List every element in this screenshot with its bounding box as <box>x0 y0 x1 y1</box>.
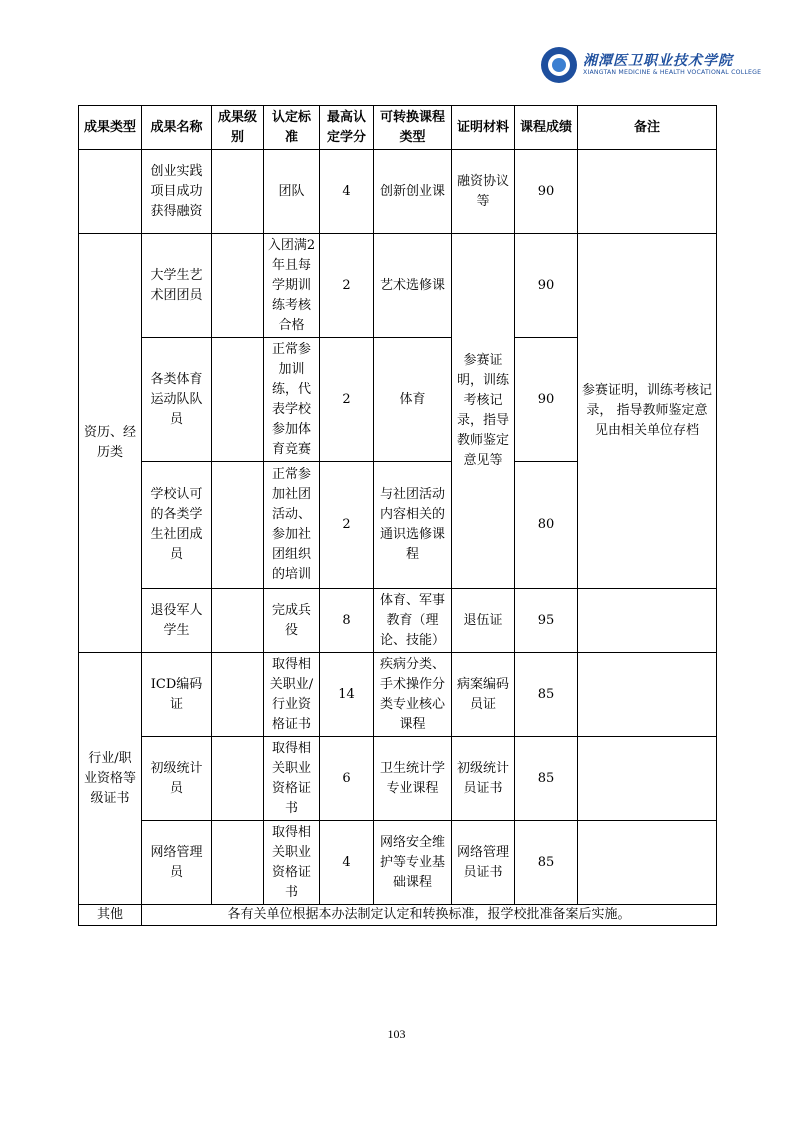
level-cell <box>212 234 264 338</box>
level-cell <box>212 589 264 653</box>
proof-cell: 退伍证 <box>452 589 515 653</box>
grade-cell: 85 <box>515 653 578 737</box>
proof-merged-cell: 参赛证明，训练考核记录，指导教师鉴定意见等 <box>452 234 515 589</box>
grade-cell: 85 <box>515 821 578 905</box>
course-cell: 与社团活动内容相关的通识选修课程 <box>374 462 452 589</box>
other-text: 各有关单位根据本办法制定认定和转换标准，报学校批准备案后实施。 <box>142 905 717 926</box>
grade-cell: 80 <box>515 462 578 589</box>
remark-cell <box>578 150 717 234</box>
name-cell: 各类体育运动队队员 <box>142 338 212 462</box>
level-cell <box>212 338 264 462</box>
course-cell: 卫生统计学专业课程 <box>374 737 452 821</box>
proof-cell: 融资协议等 <box>452 150 515 234</box>
grade-cell: 85 <box>515 737 578 821</box>
name-cell: 退役军人学生 <box>142 589 212 653</box>
credit-cell: 2 <box>320 462 374 589</box>
logo-english-name: XIANGTAN MEDICINE & HEALTH VOCATIONAL COLLEGE <box>583 69 762 77</box>
level-cell <box>212 150 264 234</box>
credit-cell: 4 <box>320 821 374 905</box>
table-row <box>79 589 717 653</box>
other-row <box>79 905 717 926</box>
credit-conversion-table <box>78 105 717 926</box>
level-cell <box>212 653 264 737</box>
header-level: 成果级别 <box>212 106 264 150</box>
grade-cell: 90 <box>515 150 578 234</box>
logo-chinese-name: 湘潭医卫职业技术学院 <box>583 53 733 70</box>
credit-cell: 2 <box>320 338 374 462</box>
header-name: 成果名称 <box>142 106 212 150</box>
grade-cell: 90 <box>515 234 578 338</box>
course-cell: 创新创业课 <box>374 150 452 234</box>
level-cell <box>212 462 264 589</box>
course-cell: 体育 <box>374 338 452 462</box>
credit-cell: 8 <box>320 589 374 653</box>
standard-cell: 取得相关职业资格证书 <box>264 737 320 821</box>
header-row <box>79 106 717 150</box>
standard-cell: 取得相关职业/行业资格证书 <box>264 653 320 737</box>
table-row <box>79 653 717 737</box>
header-proof: 证明材料 <box>452 106 515 150</box>
proof-cell: 网络管理员证书 <box>452 821 515 905</box>
college-emblem-icon <box>541 47 577 83</box>
table-row <box>79 150 717 234</box>
course-cell: 艺术选修课 <box>374 234 452 338</box>
name-cell: 网络管理员 <box>142 821 212 905</box>
grade-cell: 95 <box>515 589 578 653</box>
standard-cell: 取得相关职业资格证书 <box>264 821 320 905</box>
standard-cell: 正常参加社团活动、参加社团组织的培训 <box>264 462 320 589</box>
course-cell: 体育、军事教育（理论、技能） <box>374 589 452 653</box>
name-cell: 大学生艺术团团员 <box>142 234 212 338</box>
header-standard: 认定标准 <box>264 106 320 150</box>
header-grade: 课程成绩 <box>515 106 578 150</box>
name-cell: 创业实践项目成功获得融资 <box>142 150 212 234</box>
page-number: 103 <box>387 1027 406 1041</box>
college-logo <box>541 46 761 84</box>
standard-cell: 完成兵役 <box>264 589 320 653</box>
level-cell <box>212 737 264 821</box>
table-row <box>79 234 717 338</box>
type-cert-cell: 行业/职业资格等级证书 <box>79 653 142 905</box>
credit-cell: 6 <box>320 737 374 821</box>
remark-cell <box>578 737 717 821</box>
name-cell: ICD编码证 <box>142 653 212 737</box>
proof-cell: 病案编码员证 <box>452 653 515 737</box>
proof-cell: 初级统计员证书 <box>452 737 515 821</box>
header-course-type: 可转换课程类型 <box>374 106 452 150</box>
remark-cell <box>578 821 717 905</box>
grade-cell: 90 <box>515 338 578 462</box>
course-cell: 网络安全维护等专业基础课程 <box>374 821 452 905</box>
credit-cell: 14 <box>320 653 374 737</box>
remark-cell <box>578 589 717 653</box>
credit-cell: 2 <box>320 234 374 338</box>
standard-cell: 正常参加训练，代表学校参加体育竞赛 <box>264 338 320 462</box>
credit-cell: 4 <box>320 150 374 234</box>
standard-cell: 入团满2年且每学期训练考核合格 <box>264 234 320 338</box>
header-type: 成果类型 <box>79 106 142 150</box>
standard-cell: 团队 <box>264 150 320 234</box>
name-cell: 学校认可的各类学生社团成员 <box>142 462 212 589</box>
table-row <box>79 821 717 905</box>
type-cell <box>79 150 142 234</box>
table-row <box>79 737 717 821</box>
header-remark: 备注 <box>578 106 717 150</box>
remark-merged-cell: 参赛证明，训练考核记录， 指导教师鉴定意见由相关单位存档 <box>578 234 717 589</box>
header-max-credit: 最高认定学分 <box>320 106 374 150</box>
other-label: 其他 <box>79 905 142 926</box>
remark-cell <box>578 653 717 737</box>
name-cell: 初级统计员 <box>142 737 212 821</box>
course-cell: 疾病分类、手术操作分类专业核心课程 <box>374 653 452 737</box>
type-resume-cell: 资历、经历类 <box>79 234 142 653</box>
level-cell <box>212 821 264 905</box>
